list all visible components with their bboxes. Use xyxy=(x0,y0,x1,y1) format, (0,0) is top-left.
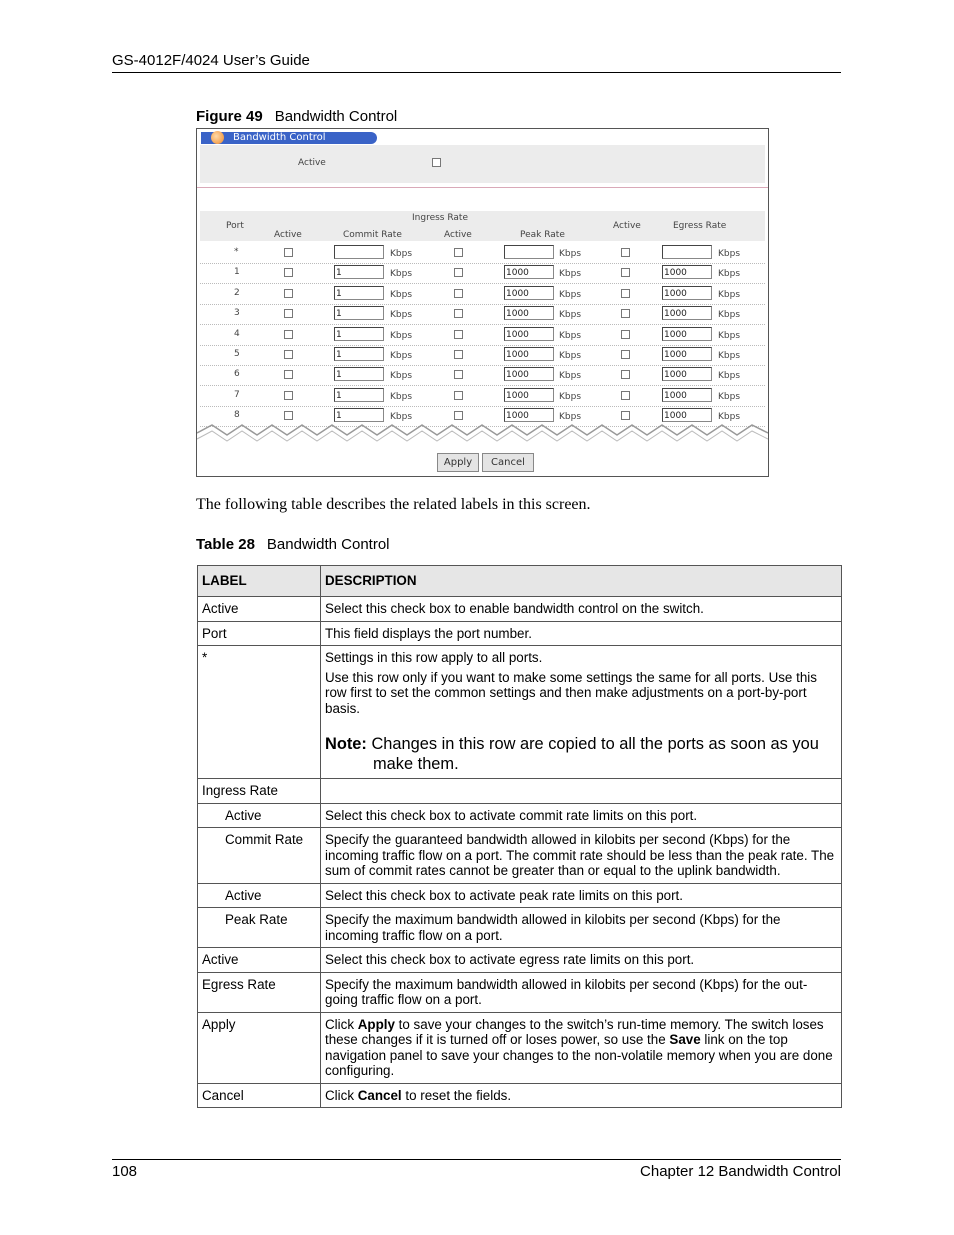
peak-unit: Kbps xyxy=(559,269,582,280)
commit-active-checkbox[interactable] xyxy=(284,350,293,359)
row-description: Select this check box to activate commit rate limits on this port. xyxy=(321,803,842,828)
row-label: Port xyxy=(198,621,321,646)
peak-unit: Kbps xyxy=(559,371,582,382)
note-label: Note: xyxy=(325,735,367,753)
peak-unit: Kbps xyxy=(559,289,582,300)
row-description xyxy=(321,1083,842,1108)
row-label: Commit Rate xyxy=(198,828,321,884)
table-row xyxy=(198,1083,842,1108)
row-label: Ingress Rate xyxy=(198,779,321,804)
row-label: Active xyxy=(198,803,321,828)
star-desc-2: Use this row only if you want to make some settings the same for all ports. Use this row first to set the common settings and then make adjustments on a port-by-port basis. xyxy=(325,669,817,716)
commit-active-checkbox[interactable] xyxy=(284,309,293,318)
port-row xyxy=(200,386,765,407)
row-label: * xyxy=(198,646,321,779)
port-number: 2 xyxy=(234,287,240,298)
table-header-row xyxy=(198,566,842,597)
egress-active-checkbox[interactable] xyxy=(621,248,630,257)
egress-rate-input[interactable]: 1000 xyxy=(662,367,712,381)
peak-unit: Kbps xyxy=(559,310,582,321)
commit-active-checkbox[interactable] xyxy=(284,391,293,400)
column-header-band xyxy=(200,211,765,241)
commit-rate-input[interactable]: 1 xyxy=(334,286,384,300)
description-table xyxy=(197,565,842,1108)
egress-active-checkbox[interactable] xyxy=(621,289,630,298)
table-row xyxy=(198,828,842,884)
commit-rate-input[interactable] xyxy=(334,245,384,259)
col-active-3: Active xyxy=(613,221,641,231)
port-number: 1 xyxy=(234,267,240,278)
table-row xyxy=(198,972,842,1012)
page-header xyxy=(112,52,841,73)
peak-unit: Kbps xyxy=(559,249,582,259)
egress-active-checkbox[interactable] xyxy=(621,350,630,359)
chapter-title: Chapter 12 Bandwidth Control xyxy=(640,1163,841,1180)
active-settings-band xyxy=(200,145,765,183)
commit-unit: Kbps xyxy=(390,249,413,259)
guide-title: GS-4012F/4024 User’s Guide xyxy=(112,52,310,69)
col-peak-rate: Peak Rate xyxy=(520,230,565,240)
port-number: 4 xyxy=(234,328,240,339)
egress-unit: Kbps xyxy=(718,269,741,280)
port-row xyxy=(200,365,765,386)
row-label: Active xyxy=(198,597,321,622)
port-number: 8 xyxy=(234,410,240,421)
peak-active-checkbox[interactable] xyxy=(454,268,463,277)
port-number: 3 xyxy=(234,308,240,319)
commit-rate-input[interactable]: 1 xyxy=(334,388,384,402)
cancel-button[interactable]: Cancel xyxy=(482,453,534,472)
desc-text: link on the top navigation panel to save your changes to the non-volatile memory when you are done configuring. xyxy=(325,1032,833,1078)
table-row xyxy=(198,779,842,804)
peak-active-checkbox[interactable] xyxy=(454,391,463,400)
screen-title-bar xyxy=(201,132,377,144)
row-label: Egress Rate xyxy=(198,972,321,1012)
egress-unit: Kbps xyxy=(718,371,741,382)
row-description: Select this check box to activate peak rate limits on this port. xyxy=(321,883,842,908)
note xyxy=(325,734,837,774)
peak-active-checkbox[interactable] xyxy=(454,330,463,339)
desc-text: to save your changes to the switch’s run-time memory. The switch loses these changes if it is turned off or loses power, so use the xyxy=(325,1016,824,1047)
table-row xyxy=(198,621,842,646)
desc-bold: Save xyxy=(669,1032,701,1047)
egress-rate-input[interactable]: 1000 xyxy=(662,286,712,300)
row-label: Cancel xyxy=(198,1083,321,1108)
egress-rate-input[interactable]: 1000 xyxy=(662,408,712,422)
table-row xyxy=(198,948,842,973)
egress-unit: Kbps xyxy=(718,310,741,321)
egress-rate-input[interactable] xyxy=(662,245,712,259)
peak-rate-input[interactable]: 1000 xyxy=(504,327,554,341)
egress-rate-input[interactable]: 1000 xyxy=(662,388,712,402)
egress-unit: Kbps xyxy=(718,249,741,259)
peak-rate-input[interactable]: 1000 xyxy=(504,367,554,381)
row-description: Specify the maximum bandwidth allowed in kilobits per second (Kbps) for the out-going traffic flow on a port. xyxy=(321,972,842,1012)
port-row xyxy=(200,263,765,284)
port-number: 6 xyxy=(234,369,240,380)
active-label: Active xyxy=(298,158,326,168)
peak-rate-input[interactable]: 1000 xyxy=(504,388,554,402)
egress-active-checkbox[interactable] xyxy=(621,391,630,400)
peak-unit: Kbps xyxy=(559,330,582,341)
peak-rate-input[interactable]: 1000 xyxy=(504,408,554,422)
peak-unit: Kbps xyxy=(559,412,582,423)
row-label: Apply xyxy=(198,1012,321,1083)
egress-unit: Kbps xyxy=(718,351,741,361)
table-row xyxy=(198,597,842,622)
commit-rate-input[interactable]: 1 xyxy=(334,347,384,361)
peak-active-checkbox[interactable] xyxy=(454,370,463,379)
commit-unit: Kbps xyxy=(390,391,413,402)
col-egress-rate: Egress Rate xyxy=(673,221,727,231)
egress-rate-input[interactable]: 1000 xyxy=(662,306,712,320)
page-number: 108 xyxy=(112,1163,138,1180)
peak-unit: Kbps xyxy=(559,391,582,402)
desc-bold: Cancel xyxy=(357,1087,402,1103)
row-description xyxy=(321,1012,842,1083)
row-description xyxy=(321,779,842,804)
table-row xyxy=(198,646,842,779)
commit-rate-input[interactable]: 1 xyxy=(334,306,384,320)
egress-active-checkbox[interactable] xyxy=(621,330,630,339)
torn-edge-zigzag xyxy=(197,419,768,445)
col-active-2: Active xyxy=(444,230,472,240)
commit-active-checkbox[interactable] xyxy=(284,268,293,277)
table-number: Table 28 xyxy=(196,536,255,553)
table-row xyxy=(198,883,842,908)
bandwidth-control-screenshot xyxy=(196,128,769,477)
egress-unit: Kbps xyxy=(718,289,741,300)
egress-active-checkbox[interactable] xyxy=(621,370,630,379)
row-description: Select this check box to enable bandwidth control on the switch. xyxy=(321,597,842,622)
figure-caption xyxy=(196,108,397,125)
commit-rate-input[interactable]: 1 xyxy=(334,367,384,381)
egress-rate-input[interactable]: 1000 xyxy=(662,265,712,279)
commit-active-checkbox[interactable] xyxy=(284,370,293,379)
row-description: Specify the maximum bandwidth allowed in kilobits per second (Kbps) for the incoming traffic flow on a port. xyxy=(321,908,842,948)
egress-unit: Kbps xyxy=(718,412,741,423)
table-row xyxy=(198,908,842,948)
port-number: 5 xyxy=(234,349,240,359)
global-active-checkbox[interactable] xyxy=(432,158,441,167)
row-description xyxy=(321,646,842,779)
commit-rate-input[interactable]: 1 xyxy=(334,265,384,279)
desc-bold: Apply xyxy=(357,1016,395,1032)
port-row xyxy=(200,243,765,264)
row-label: Active xyxy=(198,948,321,973)
row-label: Peak Rate xyxy=(198,908,321,948)
commit-rate-input[interactable]: 1 xyxy=(334,408,384,422)
star-desc-1: Settings in this row apply to all ports. xyxy=(325,650,543,665)
col-port: Port xyxy=(226,221,244,231)
egress-active-checkbox[interactable] xyxy=(621,268,630,277)
commit-unit: Kbps xyxy=(390,371,413,382)
screen-title: Bandwidth Control xyxy=(233,132,326,143)
port-row xyxy=(200,345,765,366)
peak-unit: Kbps xyxy=(559,351,582,361)
orb-icon xyxy=(211,131,224,144)
commit-unit: Kbps xyxy=(390,351,413,361)
figure-number: Figure 49 xyxy=(196,108,263,125)
apply-button[interactable]: Apply xyxy=(437,453,479,472)
table-row xyxy=(198,1012,842,1083)
header-label: LABEL xyxy=(198,566,321,597)
peak-rate-input[interactable]: 1000 xyxy=(504,286,554,300)
peak-active-checkbox[interactable] xyxy=(454,248,463,257)
peak-rate-input[interactable]: 1000 xyxy=(504,306,554,320)
port-row xyxy=(200,304,765,325)
peak-active-checkbox[interactable] xyxy=(454,350,463,359)
intro-paragraph: The following table describes the related labels in this screen. xyxy=(196,496,591,513)
row-description: Specify the guaranteed bandwidth allowed in kilobits per second (Kbps) for the incoming traffic flow on a port. The commit rate should be less than the peak rate. The sum of commit rates cannot be greater than or equal to the uplink bandwidth. xyxy=(321,828,842,884)
commit-unit: Kbps xyxy=(390,330,413,341)
table-title: Bandwidth Control xyxy=(266,536,390,553)
commit-unit: Kbps xyxy=(390,269,413,280)
port-number: 7 xyxy=(234,389,240,400)
row-label: Active xyxy=(198,883,321,908)
egress-rate-input[interactable]: 1000 xyxy=(662,327,712,341)
commit-active-checkbox[interactable] xyxy=(284,248,293,257)
peak-rate-input[interactable]: 1000 xyxy=(504,265,554,279)
desc-text: Click xyxy=(325,1087,358,1103)
commit-active-checkbox[interactable] xyxy=(284,289,293,298)
page-footer xyxy=(112,1159,841,1180)
egress-unit: Kbps xyxy=(718,391,741,402)
table-row xyxy=(198,803,842,828)
desc-text: Click xyxy=(325,1016,358,1032)
col-active-1: Active xyxy=(274,230,302,240)
peak-active-checkbox[interactable] xyxy=(454,289,463,298)
divider xyxy=(197,187,768,188)
table-caption xyxy=(196,536,390,553)
port-row xyxy=(200,325,765,346)
figure-title: Bandwidth Control xyxy=(274,108,398,125)
peak-rate-input[interactable] xyxy=(504,245,554,259)
col-ingress-rate: Ingress Rate xyxy=(412,213,468,223)
egress-unit: Kbps xyxy=(718,330,741,341)
commit-unit: Kbps xyxy=(390,310,413,321)
commit-active-checkbox[interactable] xyxy=(284,330,293,339)
row-description: This field displays the port number. xyxy=(321,621,842,646)
header-description: DESCRIPTION xyxy=(321,566,842,597)
egress-active-checkbox[interactable] xyxy=(621,309,630,318)
commit-rate-input[interactable]: 1 xyxy=(334,327,384,341)
port-number: * xyxy=(234,247,239,257)
egress-rate-input[interactable]: 1000 xyxy=(662,347,712,361)
port-row xyxy=(200,284,765,305)
row-description: Select this check box to activate egress rate limits on this port. xyxy=(321,948,842,973)
peak-active-checkbox[interactable] xyxy=(454,309,463,318)
commit-unit: Kbps xyxy=(390,289,413,300)
desc-text: to reset the fields. xyxy=(401,1087,512,1103)
col-commit-rate: Commit Rate xyxy=(343,230,402,240)
commit-unit: Kbps xyxy=(390,412,413,423)
peak-rate-input[interactable]: 1000 xyxy=(504,347,554,361)
note-text: Changes in this row are copied to all the ports as soon as you make them. xyxy=(371,735,819,773)
